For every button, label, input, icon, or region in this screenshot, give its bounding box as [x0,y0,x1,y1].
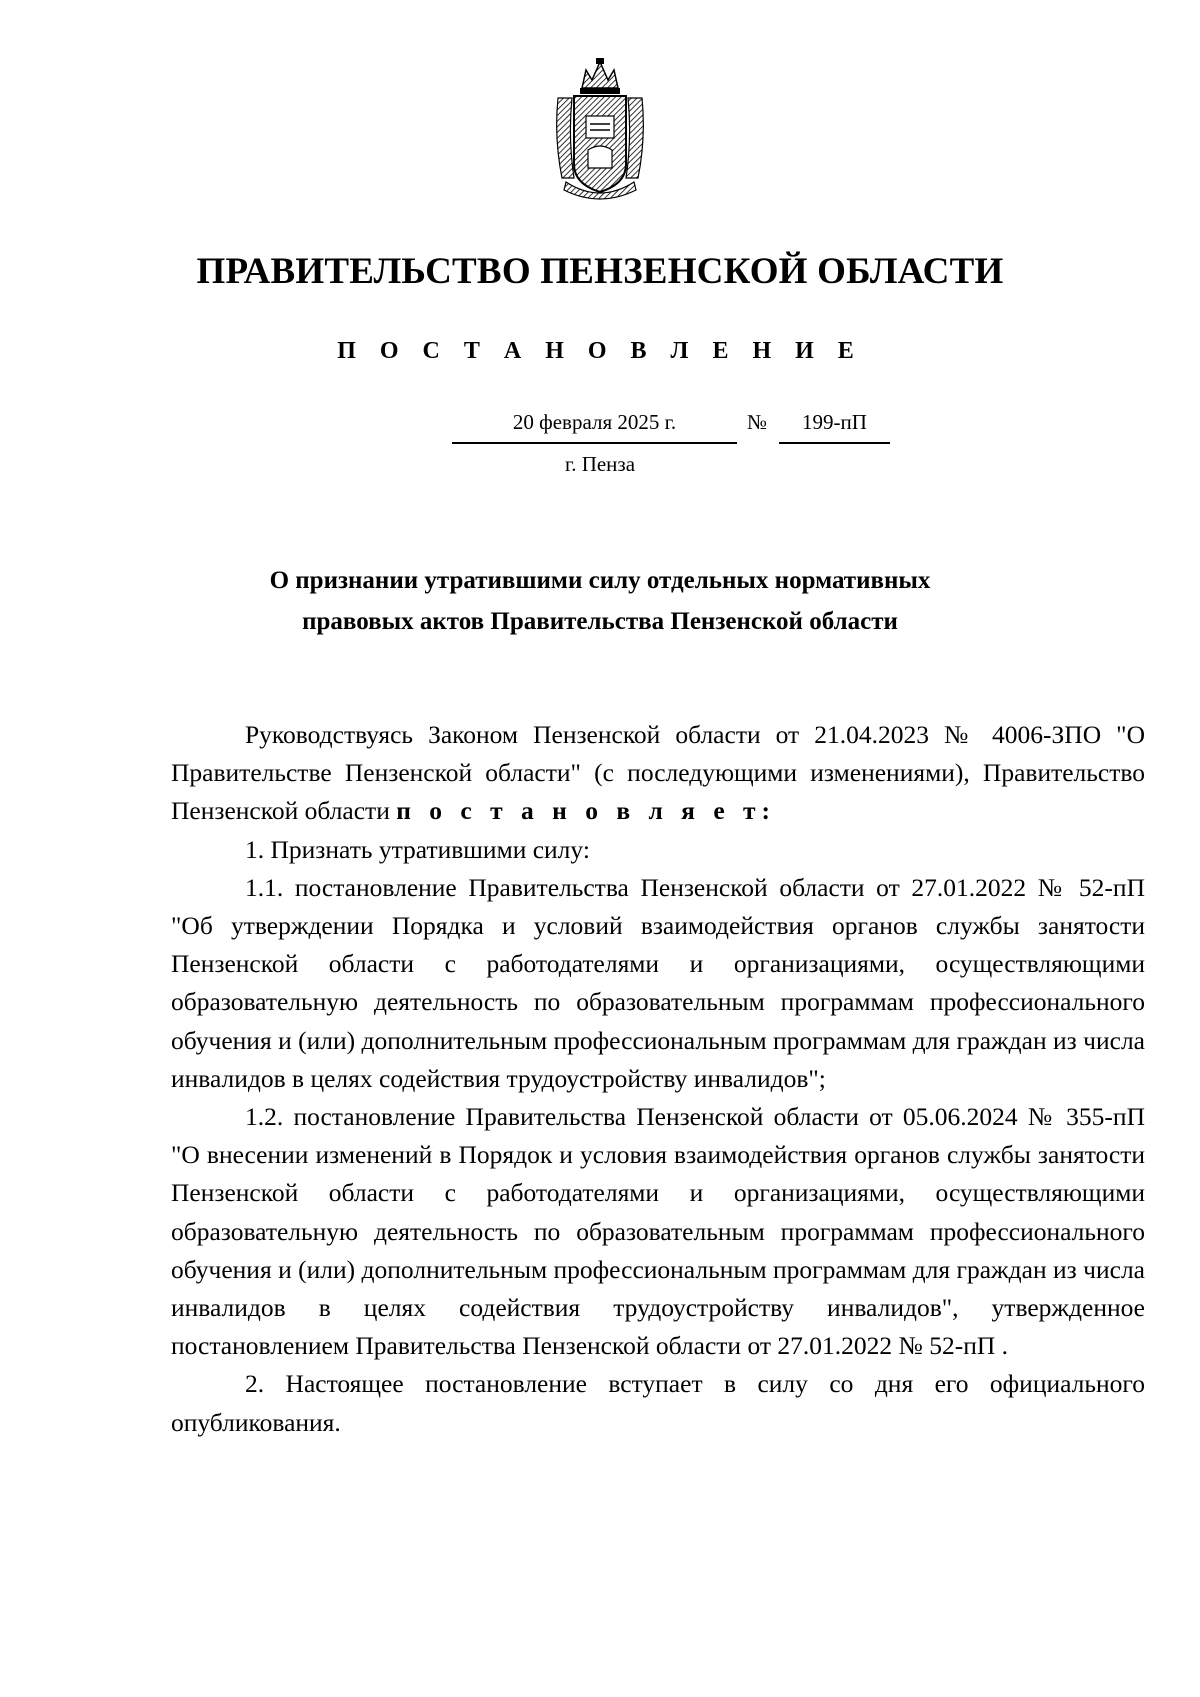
number-sign: № [746,410,768,434]
subject-line: правовых актов Правительства Пензенской области [302,608,898,635]
city: г. Пенза [564,452,636,476]
item-paragraph: 1.1. постановление Правительства Пензенской области от 27.01.2022 № 52-пП "Об утверждении Порядка и условий взаимодействия органов службы занятости Пензенской области с работодателями и организациями, осуществляющими образовательную деятельность по образовательным программам профессионального обучения и (или) дополнительным профессиональным программам для граждан из числа инвалидов в целях содействия трудоустройству инвалидов"; [171,872,1145,1093]
subject-line: О признании утратившими силу отдельных нормативных [269,567,931,594]
item-paragraph: 1. Признать утратившими силу: [245,834,590,864]
document-subject [0,560,1200,642]
preamble-paragraph [171,716,1145,831]
government-name: ПРАВИТЕЛЬСТВО ПЕНЗЕНСКОЙ ОБЛАСТИ [196,251,1004,292]
document-type: П О С Т А Н О В Л Е Н И Е [337,338,863,364]
document-number: 199-пП [779,410,890,444]
item-paragraph: 2. Настоящее постановление вступает в силу со дня его официального опубликования. [171,1369,1145,1437]
preamble-text: Руководствуясь Законом Пензенской области от 21.04.2023 № 4006-ЗПО "О Правительстве Пензенской области" (с последующими изменениями), Правительство Пензенской области [171,720,1145,826]
document-body [171,716,1145,1442]
document-date: 20 февраля 2025 г. [452,410,737,444]
penza-coat-of-arms-icon [552,58,648,208]
decides-word: п о с т а н о в л я е т: [396,796,777,826]
item-paragraph: 1.2. постановление Правительства Пензенской области от 05.06.2024 № 355-пП "О внесении изменений в Порядок и условия взаимодействия органов службы занятости Пензенской области с работодателями и организациями, осуществляющими образовательную деятельность по образовательным программам профессионального обучения и (или) дополнительным профессиональным программам для граждан из числа инвалидов в целях содействия трудоустройству инвалидов", утвержденное постановлением Правительства Пензенской области от 27.01.2022 № 52-пП . [171,1102,1145,1361]
